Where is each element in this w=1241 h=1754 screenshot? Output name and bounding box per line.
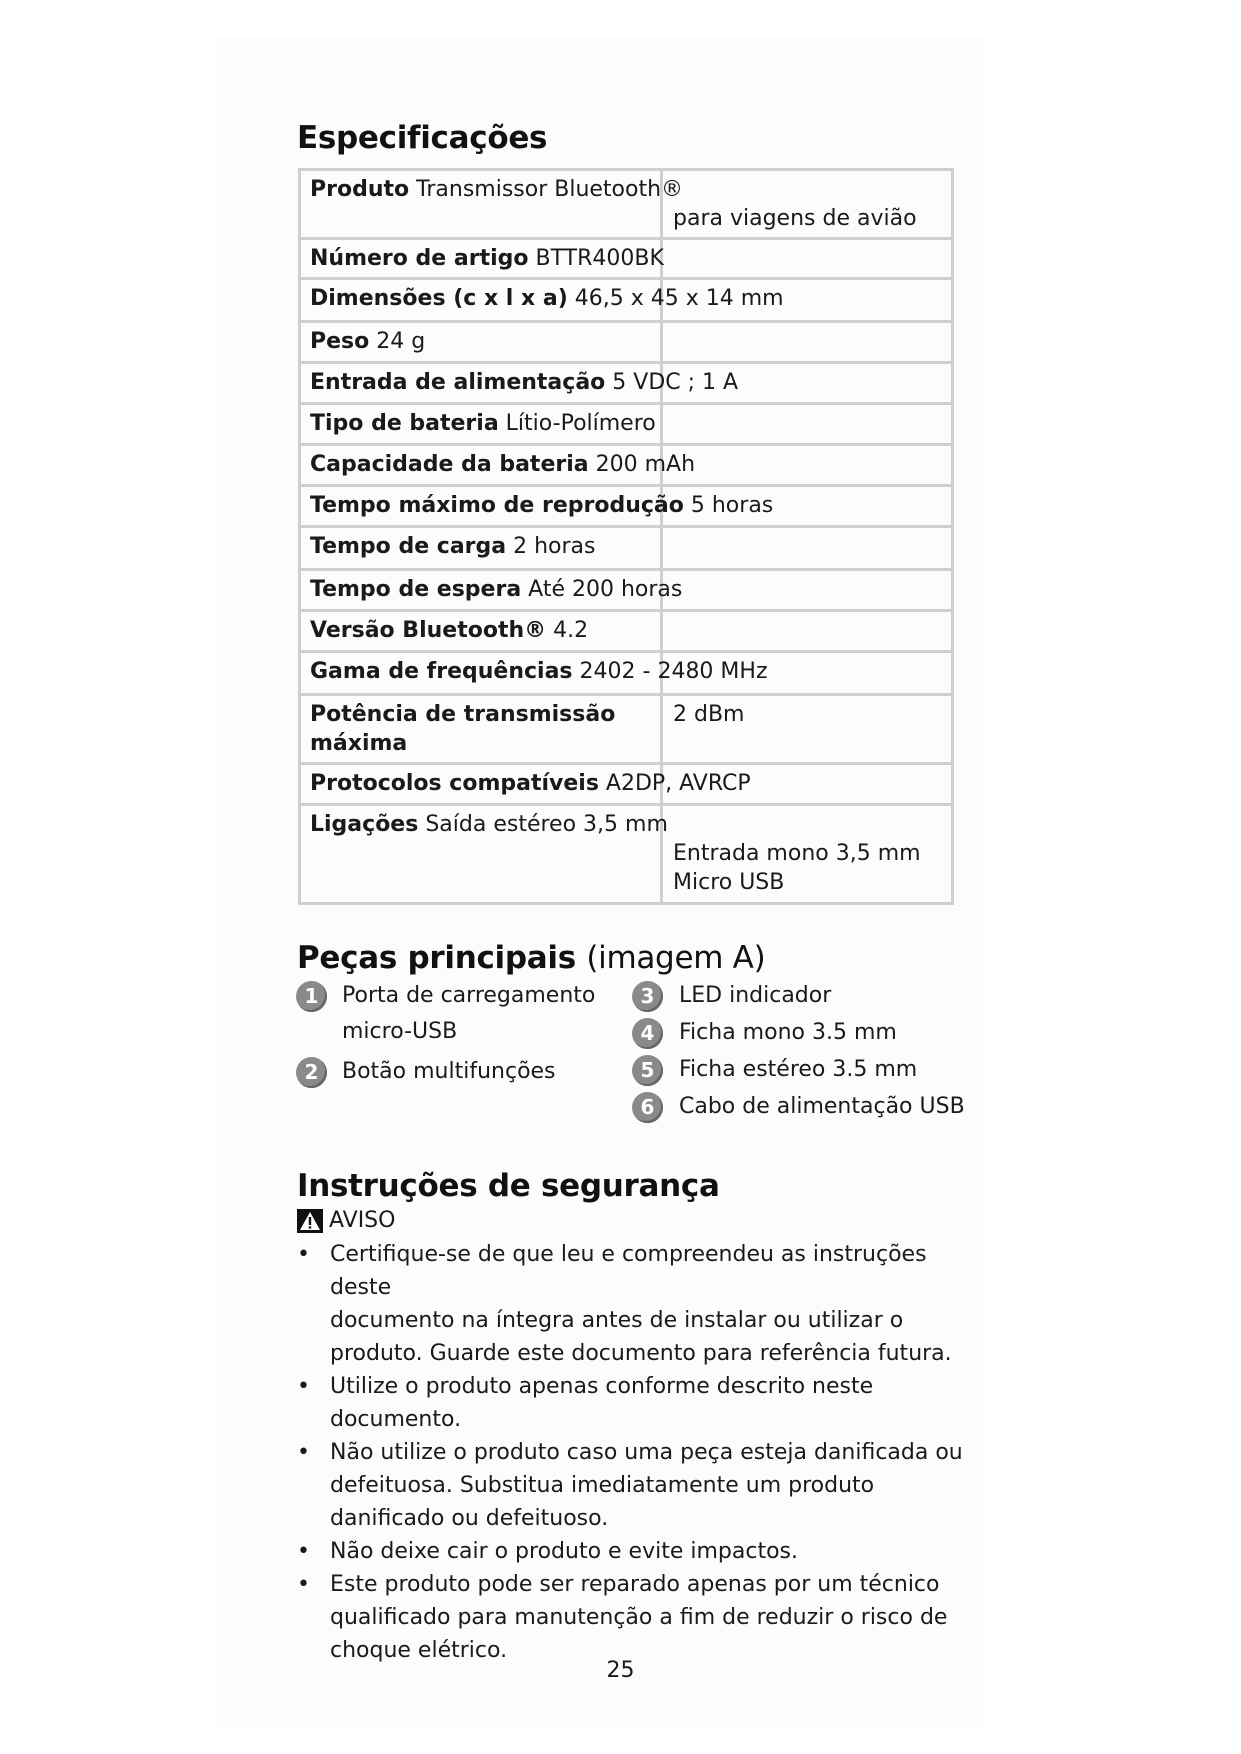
part-label	[342, 978, 595, 1050]
list-item-line: choque elétrico.	[330, 1638, 508, 1663]
part-label: Ficha mono 3.5 mm	[679, 1020, 897, 1045]
warning-text: AVISO	[329, 1208, 396, 1233]
specifications-table	[298, 168, 954, 905]
part-number-badge: 5	[632, 1055, 663, 1086]
table-row	[300, 486, 953, 527]
list-item-line: Não utilize o produto caso uma peça esteja danificada ou	[330, 1440, 963, 1465]
part-label-line: Porta de carregamento	[342, 983, 596, 1008]
table-row	[300, 570, 953, 611]
bullet: •	[297, 1572, 310, 1597]
spec-value-extra: Entrada mono 3,5 mm	[673, 841, 921, 866]
list-item-line: Não deixe cair o produto e evite impactos.	[330, 1539, 799, 1564]
part-label: Botão multifunções	[342, 1059, 556, 1084]
warning-label	[297, 1207, 395, 1235]
page-number: 25	[606, 1658, 635, 1683]
spec-value: 5 horas	[690, 493, 774, 518]
part-label: LED indicador	[679, 983, 832, 1008]
spec-label: Ligações	[310, 812, 419, 837]
spec-value: 5 VDC ; 1 A	[612, 370, 739, 395]
part-number-badge: 4	[632, 1018, 663, 1049]
safety-list	[297, 1238, 977, 1667]
spec-label: Entrada de alimentação	[310, 370, 606, 395]
spec-value: 2402 - 2480 MHz	[579, 659, 768, 684]
list-item	[297, 1238, 977, 1370]
spec-label: Número de artigo	[310, 246, 529, 271]
spec-value: 4.2	[553, 618, 589, 643]
list-item-line: documento na íntegra antes de instalar ou utilizar o	[330, 1308, 904, 1333]
part-number-badge: 3	[632, 981, 663, 1012]
table-row	[300, 695, 953, 764]
table-row	[300, 611, 953, 652]
spec-value: Saída estéreo 3,5 mm	[425, 812, 668, 837]
table-row	[300, 764, 953, 805]
spec-value-extra: para viagens de avião	[673, 206, 917, 231]
warning-triangle-icon	[297, 1209, 323, 1233]
spec-value: 24 g	[376, 329, 426, 354]
list-item-line: Este produto pode ser reparado apenas por um técnico	[330, 1572, 940, 1597]
main-parts-subtitle: (imagem A)	[586, 940, 766, 976]
list-item	[297, 1568, 977, 1667]
spec-value: 2 dBm	[673, 702, 745, 727]
bullet: •	[297, 1440, 310, 1465]
spec-label: Capacidade da bateria	[310, 452, 589, 477]
spec-label: Protocolos compatíveis	[310, 771, 599, 796]
part-number-badge: 6	[632, 1092, 663, 1123]
list-item-line: Certifique-se de que leu e compreendeu as instruções deste	[330, 1242, 927, 1300]
table-row	[300, 170, 953, 239]
spec-value: 46,5 x 45 x 14 mm	[574, 286, 784, 311]
list-item-line: qualificado para manutenção a fim de reduzir o risco de	[330, 1605, 948, 1630]
spec-value: Até 200 horas	[528, 577, 683, 602]
safety-instructions-heading: Instruções de segurança	[297, 1168, 720, 1204]
spec-value: 2 horas	[513, 534, 596, 559]
part-label: Cabo de alimentação USB	[679, 1094, 965, 1119]
main-parts-title: Peças principais	[297, 940, 576, 976]
list-item-line: documento.	[330, 1407, 462, 1432]
list-item-line: defeituosa. Substitua imediatamente um produto	[330, 1473, 875, 1498]
spec-label: Peso	[310, 329, 370, 354]
spec-label: Dimensões (c x l x a)	[310, 286, 568, 311]
part-number-badge: 1	[296, 981, 327, 1012]
table-row	[300, 652, 953, 695]
spec-value: BTTR400BK	[535, 246, 664, 271]
list-item-line: Utilize o produto apenas conforme descrito neste	[330, 1374, 874, 1399]
spec-value: A2DP, AVRCP	[605, 771, 751, 796]
spec-value: Transmissor Bluetooth®	[416, 177, 684, 202]
table-row	[300, 805, 953, 904]
spec-label: Gama de frequências	[310, 659, 573, 684]
spec-label: Produto	[310, 177, 410, 202]
bullet: •	[297, 1242, 310, 1267]
specifications-heading: Especificações	[297, 120, 548, 156]
table-row	[300, 239, 953, 279]
table-row	[300, 445, 953, 486]
table-row	[300, 363, 953, 404]
bullet: •	[297, 1374, 310, 1399]
list-item	[297, 1436, 977, 1535]
spec-value-extra: Micro USB	[673, 870, 785, 895]
table-row	[300, 404, 953, 445]
spec-label: Versão Bluetooth®	[310, 618, 547, 643]
table-row	[300, 322, 953, 363]
list-item-line: danificado ou defeituoso.	[330, 1506, 609, 1531]
main-parts-heading	[297, 940, 765, 976]
spec-label: Tempo de carga	[310, 534, 507, 559]
spec-label: Tempo de espera	[310, 577, 522, 602]
part-number-badge: 2	[296, 1057, 327, 1088]
table-row	[300, 527, 953, 570]
table-row	[300, 279, 953, 322]
list-item-line: produto. Guarde este documento para referência futura.	[330, 1341, 952, 1366]
spec-value: 200 mAh	[595, 452, 696, 477]
spec-value: Lítio-Polímero	[505, 411, 656, 436]
list-item	[297, 1370, 977, 1436]
part-label: Ficha estéreo 3.5 mm	[679, 1057, 918, 1082]
bullet: •	[297, 1539, 310, 1564]
part-label-line: micro-USB	[342, 1019, 458, 1044]
spec-label: Tipo de bateria	[310, 411, 499, 436]
spec-label: Tempo máximo de reprodução	[310, 493, 684, 518]
spec-label: Potência de transmissão máxima	[310, 702, 616, 756]
list-item	[297, 1535, 977, 1568]
